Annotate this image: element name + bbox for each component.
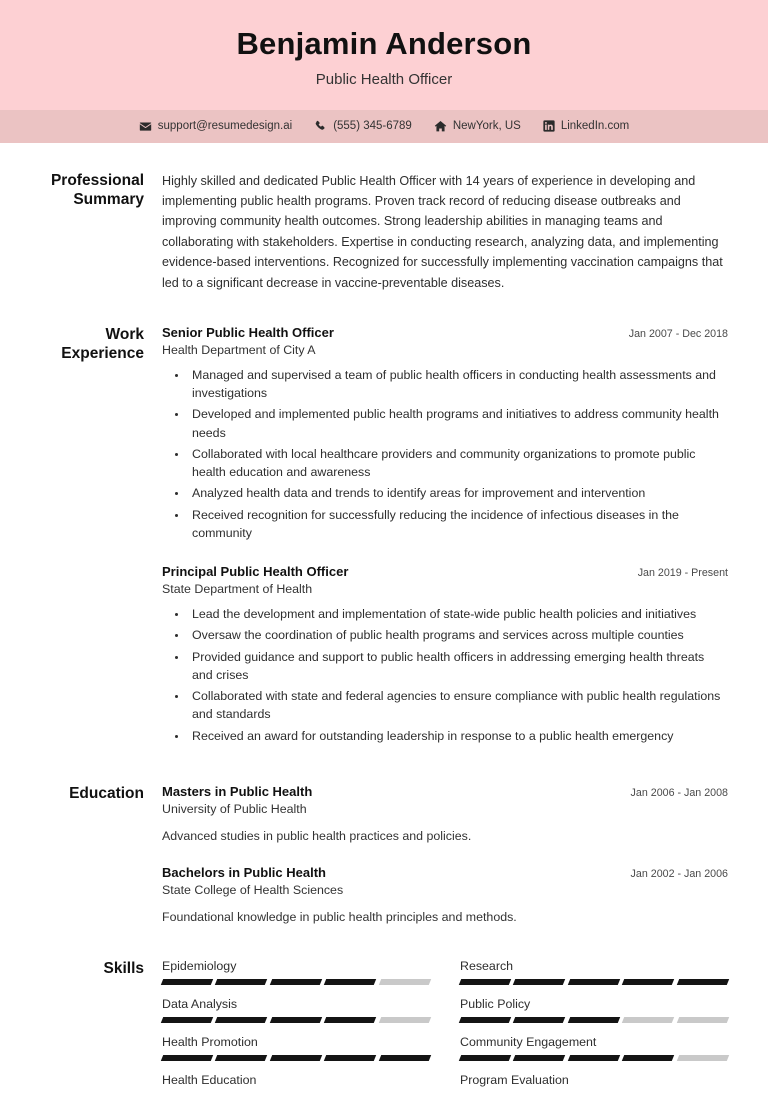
skill-item xyxy=(162,1035,430,1073)
skill-level-bar xyxy=(460,979,728,985)
skill-level-bar xyxy=(460,1055,728,1061)
experience-dates: Jan 2007 - Dec 2018 xyxy=(628,327,728,340)
skill-level-segment xyxy=(622,979,675,985)
skill-level-segment xyxy=(676,1017,729,1023)
skill-level-segment xyxy=(378,979,431,985)
skill-name: Health Education xyxy=(162,1072,257,1087)
skill-level-segment xyxy=(215,1055,268,1061)
contact-bar xyxy=(0,110,768,143)
experience-organization: Health Department of City A xyxy=(162,342,316,357)
contact-linkedin[interactable] xyxy=(543,120,629,132)
skill-level-segment xyxy=(622,1055,675,1061)
skill-level-segment xyxy=(270,979,323,985)
section-professional-summary xyxy=(40,143,728,293)
skill-level-segment xyxy=(324,979,377,985)
skill-level-segment xyxy=(378,1055,431,1061)
section-label-summary xyxy=(40,171,162,210)
experience-dates: Jan 2019 - Present xyxy=(637,567,728,580)
experience-bullet: • Received recognition for successfully reducing the incidence of infectious diseases in the community xyxy=(188,506,728,542)
skill-level-segment xyxy=(676,1055,729,1061)
section-label-skills: Skills xyxy=(103,959,144,977)
skill-level-segment xyxy=(324,1017,377,1023)
skill-level-segment xyxy=(215,1017,268,1023)
contact-phone[interactable] xyxy=(314,120,412,133)
experience-organization: State Department of Health xyxy=(162,582,313,597)
experience-bullet: • Oversaw the coordination of public health programs and services across multiple counties xyxy=(188,626,728,644)
education-degree: Masters in Public Health xyxy=(162,783,313,799)
resume-header xyxy=(0,0,768,110)
education-dates: Jan 2002 - Jan 2006 xyxy=(630,868,728,881)
contact-email-text: support@resumedesign.ai xyxy=(157,120,293,133)
education-school: State College of Health Sciences xyxy=(162,883,344,898)
section-label-experience-line1: Work xyxy=(105,325,144,343)
experience-bullet: • Managed and supervised a team of public health officers in conducting health assessments and investigations xyxy=(188,366,728,402)
section-label-experience xyxy=(40,325,162,364)
skill-name: Public Policy xyxy=(460,996,531,1011)
resume-body xyxy=(0,143,768,1105)
experience-bullet: • Analyzed health data and trends to identify areas for improvement and intervention xyxy=(188,484,728,502)
section-label-education: Education xyxy=(69,784,144,802)
skill-level-bar xyxy=(162,979,430,985)
section-label-experience-line2: Experience xyxy=(61,345,144,363)
experience-entry xyxy=(162,325,728,542)
skill-level-segment xyxy=(324,1055,377,1061)
skill-level-segment xyxy=(270,1055,323,1061)
experience-bullet: • Lead the development and implementation of state-wide public health policies and initiatives xyxy=(188,605,728,623)
summary-text: Highly skilled and dedicated Public Health Officer with 14 years of experience in developing and implementing public health programs. Proven track record of reducing disease outbreaks and improving community health outcomes. Strong leadership abilities in managing teams and collaborating with stakeholders. Expertise in conducting research, analyzing data, and implementing evidence-based interventions. Recognized for successfully implementing vaccination campaigns that led to a significant decrease in vaccine-preventable diseases. xyxy=(162,173,723,290)
skill-level-segment xyxy=(215,979,268,985)
skill-level-bar xyxy=(162,1017,430,1023)
skill-level-bar xyxy=(162,1055,430,1061)
skill-level-segment xyxy=(459,1055,512,1061)
page-title: Benjamin Anderson xyxy=(236,26,532,61)
experience-bullets xyxy=(162,605,728,745)
experience-title: Senior Public Health Officer xyxy=(162,324,334,340)
education-entry xyxy=(162,784,728,846)
education-description: Foundational knowledge in public health principles and methods. xyxy=(162,910,517,925)
phone-icon xyxy=(314,120,327,133)
skill-item xyxy=(162,959,430,997)
skill-level-segment xyxy=(513,979,566,985)
skill-level-segment xyxy=(513,1017,566,1023)
experience-bullet: • Provided guidance and support to public health officers in addressing emerging health threats and crises xyxy=(188,648,728,684)
experience-entry xyxy=(162,564,728,745)
experience-bullet: • Developed and implemented public health programs and initiatives to address community health needs xyxy=(188,405,728,441)
skill-item xyxy=(460,1035,728,1073)
skill-level-segment xyxy=(622,1017,675,1023)
section-label-summary-line2: Summary xyxy=(73,191,144,209)
contact-location[interactable] xyxy=(434,120,521,133)
skill-level-segment xyxy=(676,979,729,985)
education-description: Advanced studies in public health practices and policies. xyxy=(162,828,472,843)
contact-location-text: NewYork, US xyxy=(452,120,521,133)
linkedin-icon xyxy=(543,120,555,132)
skill-name: Community Engagement xyxy=(460,1034,597,1049)
section-education xyxy=(40,748,728,927)
section-label-summary-line1: Professional xyxy=(50,171,144,189)
skill-level-segment xyxy=(568,1055,621,1061)
contact-phone-text: (555) 345-6789 xyxy=(333,120,412,133)
skill-level-bar xyxy=(460,1017,728,1023)
experience-bullets xyxy=(162,366,728,542)
experience-title: Principal Public Health Officer xyxy=(162,564,349,580)
education-school: University of Public Health xyxy=(162,801,307,816)
section-skills xyxy=(40,927,728,1105)
education-entry xyxy=(162,865,728,927)
education-dates: Jan 2006 - Jan 2008 xyxy=(630,786,728,799)
experience-bullet: • Collaborated with local healthcare providers and community organizations to promote public health education and awareness xyxy=(188,445,728,481)
experience-bullet: • Collaborated with state and federal agencies to ensure compliance with public health regulations and standards xyxy=(188,687,728,723)
skill-name: Data Analysis xyxy=(162,996,238,1011)
job-title: Public Health Officer xyxy=(315,70,453,88)
skill-level-segment xyxy=(161,1017,214,1023)
skill-level-segment xyxy=(568,1017,621,1023)
skill-item xyxy=(460,997,728,1035)
skill-item xyxy=(460,959,728,997)
skill-level-segment xyxy=(378,1017,431,1023)
skill-name: Research xyxy=(460,958,514,973)
skill-item xyxy=(162,997,430,1035)
skill-level-segment xyxy=(459,1017,512,1023)
envelope-icon xyxy=(139,120,152,133)
skill-level-segment xyxy=(459,979,512,985)
experience-bullet: • Received an award for outstanding leadership in response to a public health emergency xyxy=(188,727,728,745)
skill-level-segment xyxy=(161,979,214,985)
contact-linkedin-text: LinkedIn.com xyxy=(560,120,630,133)
skill-level-segment xyxy=(161,1055,214,1061)
skill-level-segment xyxy=(513,1055,566,1061)
education-degree: Bachelors in Public Health xyxy=(162,865,326,881)
skill-name: Epidemiology xyxy=(162,958,237,973)
section-work-experience xyxy=(40,293,728,748)
skill-name: Program Evaluation xyxy=(460,1072,569,1087)
skill-level-segment xyxy=(568,979,621,985)
skill-level-segment xyxy=(270,1017,323,1023)
skill-name: Health Promotion xyxy=(162,1034,258,1049)
skills-grid xyxy=(162,959,728,1105)
home-icon xyxy=(434,120,447,133)
contact-email[interactable] xyxy=(139,120,292,133)
